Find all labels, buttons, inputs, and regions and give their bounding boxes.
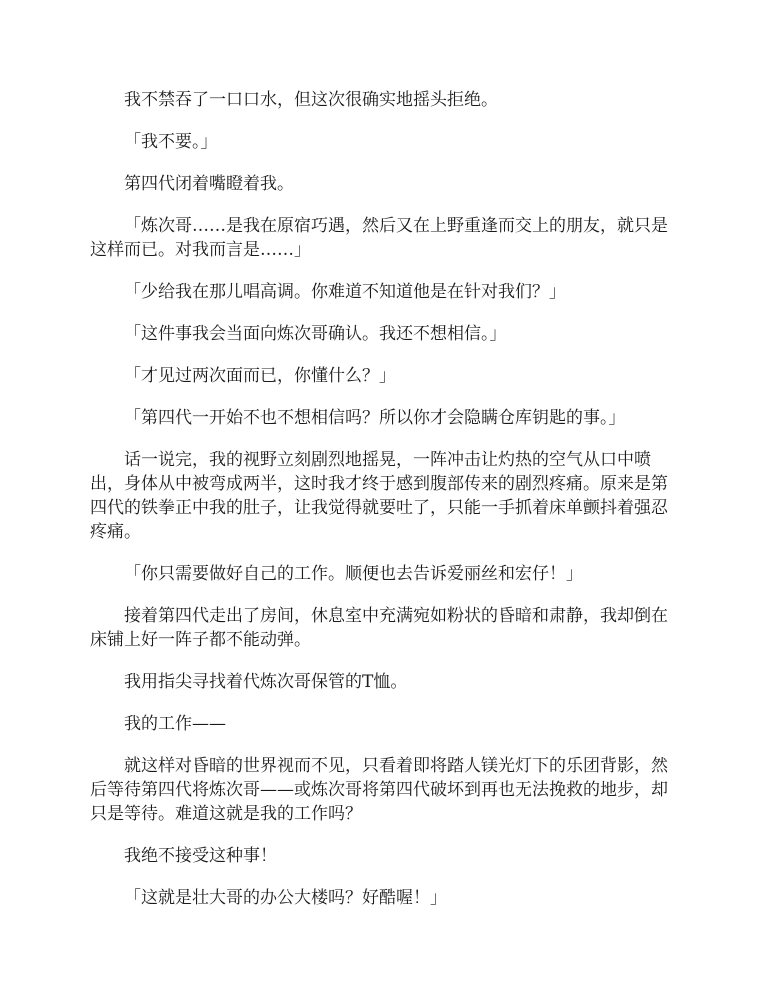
paragraph: 我不禁吞了一口口水，但这次很确实地摇头拒绝。 (124, 90, 498, 110)
paragraph: 「这就是壮大哥的办公大楼吗？好酷喔！」 (124, 888, 447, 908)
paragraph: 「第四代一开始不也不想相信吗？所以你才会隐瞒仓库钥匙的事。」 (124, 408, 626, 428)
paragraph: 我的工作—— (124, 714, 226, 734)
paragraph: 就这样对昏暗的世界视而不见，只看着即将踏人镁光灯下的乐团背影，然后等待第四代将炼次哥——或炼次哥将第四代破坏到再也无法挽救的地步，却只是等待。难道这就是我的工作吗？ (90, 756, 668, 824)
paragraph: 第四代闭着嘴瞪着我。 (124, 174, 294, 194)
paragraph: 「少给我在那儿唱高调。你难道不知道他是在针对我们？」 (124, 282, 566, 302)
paragraph: 接着第四代走出了房间，休息室中充满宛如粉状的昏暗和肃静，我却倒在床铺上好一阵子都不能动弹。 (90, 606, 668, 650)
paragraph: 「我不要。」 (124, 132, 218, 152)
paragraph: 「你只需要做好自己的工作。顺便也去告诉爱丽丝和宏仔！」 (124, 564, 583, 584)
paragraph: 我绝不接受这种事！ (124, 846, 277, 866)
paragraph: 话一说完，我的视野立刻剧烈地摇晃，一阵冲击让灼热的空气从口中喷出，身体从中被弯成两半，这时我才终于感到腹部传来的剧烈疼痛。原来是第四代的铁拳正中我的肚子，让我觉得就要吐了，只能一手抓着床单颤抖着强忍疼痛。 (90, 450, 668, 542)
body-text (90, 88, 678, 928)
paragraph: 「这件事我会当面向炼次哥确认。我还不想相信。」 (124, 324, 507, 344)
paragraph: 「炼次哥……是我在原宿巧遇，然后又在上野重逢而交上的朋友，就只是这样而已。对我而言是……」 (90, 216, 668, 260)
paragraph: 我用指尖寻找着代炼次哥保管的T恤。 (124, 672, 408, 692)
paragraph: 「才见过两次面而已，你懂什么？」 (124, 366, 396, 386)
